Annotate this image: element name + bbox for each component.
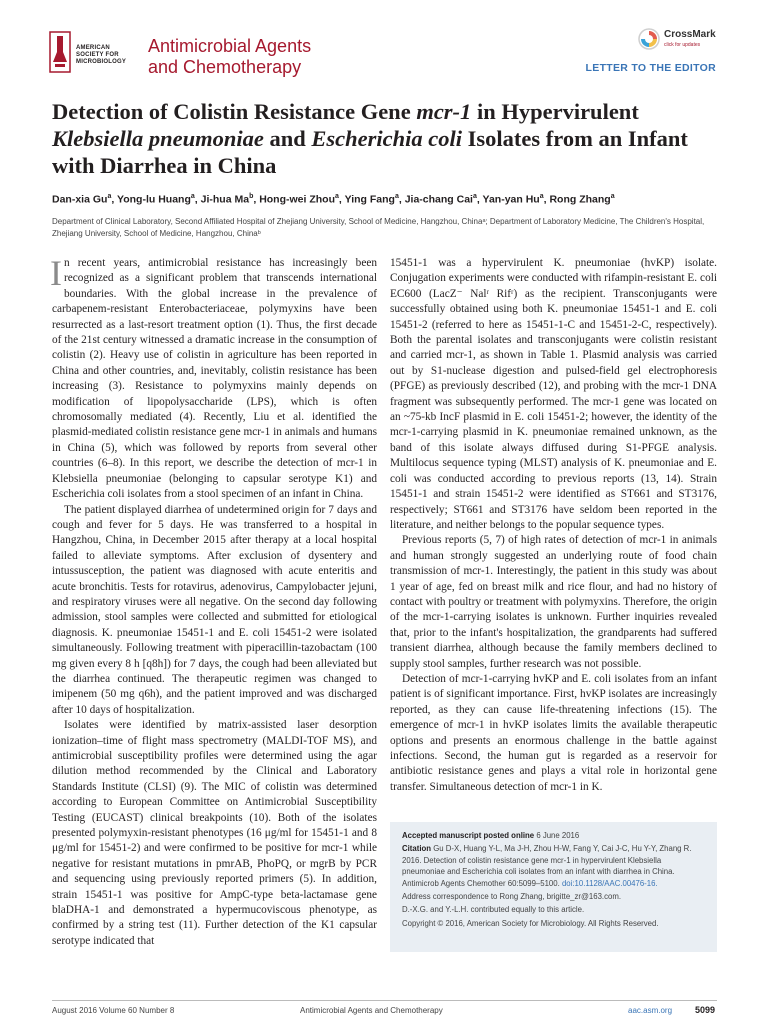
body-paragraph: 15451-1 was a hypervirulent K. pneumoniae (hvKP) isolate. Conjugation experiments were conducted with rifampin-resistant E. coli EC600 (LacZ⁻ Nalʳ Rifʳ) as the recipient. Transconjugants were successfully obtained using both K. pneumoniae 15451-1 and E. coli 15451-2 (referred to here as 15451-1-C and 15451-2-C, respectively). Both the parental isolates and transconjugants were colistin resistant and carried mcr-1, as shown in Table 1. Plasmid analysis was carried out by S1-nuclease digestion and pulsed-field gel electrophoresis (PFGE) as previously described (12), and probing with the mcr-1 DNA fragment was subsequently performed. The mcr-1 gene was located on an ~75-kb IncF plasmid in E. coli 15451-2; however, the identity of the mcr-1-carrying plasmid in K. pneumoniae remained unknown, as the band of this isolate always diffused during S1-PFGE analysis. Multilocus sequence typing (MLST) analysis of K. pneumoniae and E. coli was conducted according to previous reports (13, 14). Strain 15451-1 and strain 15451-2 were identified as ST661 and ST3176, respectively; ST661 and ST3176 have seldom been reported in the literature, and neither belongs to the popular sequence types. [390,257,717,531]
title-part: and [263,126,312,151]
page-number: 5099 [695,1005,716,1015]
author-affiliation-mark: b [249,193,254,200]
title-part: Isolates from an Infant [462,126,688,151]
author-affiliation-mark: a [539,193,544,200]
author-affiliation-mark: a [190,193,195,200]
title-species: Escherichia coli [311,126,463,151]
crossmark-icon [638,28,660,50]
crossmark-sublabel: click for updates [664,42,701,48]
title-gene: mcr-1 [416,99,472,124]
affiliations: Department of Clinical Laboratory, Second Affiliated Hospital of Zhejiang University, School of Medicine, Hangzhou, Chinaᵃ; Department of Laboratory Medicine, The Children's Hospital, Zhejiang University, School of Medicine, Hangzhou, Chinaᵇ [52,217,705,238]
journal-name-line-1: Antimicrobial Agents [148,36,312,56]
accepted-line [402,830,706,841]
drop-cap: I [50,253,62,293]
society-name [76,45,126,66]
author-name: Yan-yan Hu [482,193,540,206]
footer-issue: August 2016 Volume 60 Number 8 [52,1006,175,1015]
author-separator: , [476,193,483,206]
citation-text: Gu D-X, Huang Y-L, Ma J-H, Zhou H-W, Fang Y, Cai J-C, Hu Y-Y, Zhang R. 2016. Detection of colistin resistance gene mcr-1 in hypervirulent Klebsiella pneumoniae and Escherichia coli isolates from an infant with diarrhea in China. Antimicrob Agents Chemother 60:5099–5100. [402,844,692,888]
section-label: LETTER TO THE EDITOR [585,62,716,74]
author-affiliation-mark: a [335,193,339,200]
author-name: Hong-wei Zhou [259,193,336,206]
article-title [52,98,732,179]
author-affiliation-mark: a [394,193,399,200]
body-paragraph: The patient displayed diarrhea of undetermined origin for 7 days and cough and fever for 5 days. He was transferred to a hospital in Hangzhou, China, in December 2015 after therapy at a local hospital failed to alleviate symptoms. After exclusion of dysentery and intussusception, the patient was diagnosed with acute enteritis and acute bronchitis. Tests for rotavirus, adenovirus, Campylobacter jejuni, and respiratory viruses were all negative. On the second day following admission, stool samples were collected and submitted for etiological diagnosis. K. pneumoniae 15451-1 and E. coli 15451-2 were isolated simultaneously. Following treatment with piperacillin-tazobactam (100 mg given every 8 h [q8h]) for 7 days, the cough had been alleviated but the diarrhea continued. The therapeutic regimen was changed to imipenem (50 mg q6h), and the patient improved and was discharged after 10 days of hospitalization. [52,503,377,716]
body-paragraph [50,253,377,503]
body-paragraph: Previous reports (5, 7) of high rates of detection of mcr-1 in animals and human strongly suggested an underlying route of food chain transmission of mcr-1. Interestingly, the patient in this study was about 1 year of age, fed on breast milk and rice flour, and had no history of contact with poultry or treatment with polymyxins. Therefore, the origin of the mcr-1-carrying isolates is unknown. Further inquiries revealed that, prior to the infant's hospitalization, the grandparents had suffered transient diarrhea, although because the family members declined to supply stool samples, further research was not possible. [390,534,718,670]
author-name: Ying Fang [344,193,395,206]
title-part: Detection of Colistin Resistance Gene [52,99,417,124]
author-separator: , [194,193,201,206]
author-name: Rong Zhang [549,193,611,206]
page-header [0,0,768,90]
society-line-2: SOCIETY FOR [76,52,119,58]
society-line-1: AMERICAN [76,45,110,51]
author-name: Dan-xia Gu [52,193,108,206]
equal-contribution-line: D.-X.G. and Y.-L.H. contributed equally to this article. [402,905,585,915]
title-part: in Hypervirulent [471,99,639,124]
body-paragraph: Detection of mcr-1-carrying hvKP and E. coli isolates from an infant patient is of significant importance. First, hvKP isolates are increasingly reported, as they can cause life-threatening infections (15). The emergence of mcr-1 in hvKP isolates limits the available therapeutic options and presents an enormous challenge in the battle against infections. Second, the human gut is regarded as a reservoir for antibiotic resistance genes and plays a vital role in horizontal gene transfer. Simultaneous detection of mcr-1 in K. [390,672,717,793]
footer-journal: Antimicrobial Agents and Chemotherapy [300,1006,443,1015]
author-affiliation-mark: a [472,193,477,200]
article-info-content [402,830,706,931]
doi-link[interactable]: doi:10.1128/AAC.00476-16. [561,878,658,888]
author-name: Yong-lu Huang [117,193,191,206]
author-separator: , [543,193,550,206]
footer-url-link[interactable]: aac.asm.org [628,1006,673,1015]
article-info-box [390,822,717,952]
author-list [52,190,732,207]
author-affiliation-mark: a [610,193,615,200]
title-species: Klebsiella pneumoniae [52,126,264,151]
copyright-line: Copyright © 2016, American Society for Microbiology. All Rights Reserved. [402,918,659,928]
author-name: Ji-hua Ma [200,193,250,206]
citation-label: Citation [402,844,432,854]
author-separator: , [398,193,405,206]
body-column-right [390,256,717,795]
accepted-label: Accepted manuscript posted online [402,831,535,840]
body-paragraph: Isolates were identified by matrix-assisted laser desorption ionization–time of flight mass spectrometry (MALDI-TOF MS), and antimicrobial susceptibility profiles were determined using the agar dilution method recommended by the Clinical and Laboratory Standards Institute (CLSI) (9). The MIC of colistin was determined according to European Committee on Antimicrobial Susceptibility Testing (EUCAST) clinical breakpoints (10). Both of the isolates presented polymyxin-resistant phenotypes (16 μg/ml for 15451-1 and 8 μg/ml for 15451-2) and were confirmed to be positive for mcr-1 while negative for resistant mutations in pmrAB, PhoPQ, or mgrB by PCR and sequencing using previously reported primers (5). In addition, strain 15451-1 was positive for AmpC-type beta-lactamase gene blaDHA-1 and demonstrated a hypermucoviscous phenotype, as confirmed by a string test (11). Further detection of the K1 capsular serotype indicated that [52,719,377,947]
journal-name[interactable] [148,36,311,78]
author-separator: , [253,193,260,206]
body-column-left [50,253,377,949]
author-name: Jia-chang Cai [404,193,473,206]
society-line-3: MICROBIOLOGY [76,59,127,65]
title-part: with Diarrhea in China [52,153,277,178]
author-separator: , [111,193,117,206]
author-affiliation-mark: a [107,193,112,200]
accepted-date: 6 June 2016 [536,831,580,840]
asm-logo-icon [48,30,72,74]
footer-divider [52,1000,717,1001]
paragraph-text: n recent years, antimicrobial resistance has increasingly been recognized as a significant problem that transcends international boundaries. With the global increase in the prevalence of carbapenem-resistant Enterobacteriaceae, polymyxins have been resurrected as a last-resort treatment option (1). Thus, the first decade of the 21st century witnessed a dramatic increase in the consumption of colistin (2). Heavy use of colistin in agriculture has been reported in China and other countries, and, inevitably, colistin resistance has been increasing (3). Resistance to polymyxins mainly depends on modification of lipopolysaccharide (LPS), which is often chromosomally mediated (4). Recently, Liu et al. identified the plasmid-mediated colistin resistance gene mcr-1 in animals and humans in China (5), which was followed by reports from several other countries (6–8). In this report, we describe the detection of mcr-1 in Klebsiella pneumoniae (belonging to capsular serotype K1) and Escherichia coli isolates from a stool specimen of an infant in China. [52,257,377,501]
citation-line [402,843,706,889]
crossmark-label: CrossMark [664,29,716,40]
crossmark-badge[interactable] [638,27,728,53]
correspondence-line: Address correspondence to Rong Zhang, brigitte_zr@163.com. [402,892,621,902]
author-separator: , [338,193,345,206]
journal-name-line-2: and Chemotherapy [148,57,302,77]
